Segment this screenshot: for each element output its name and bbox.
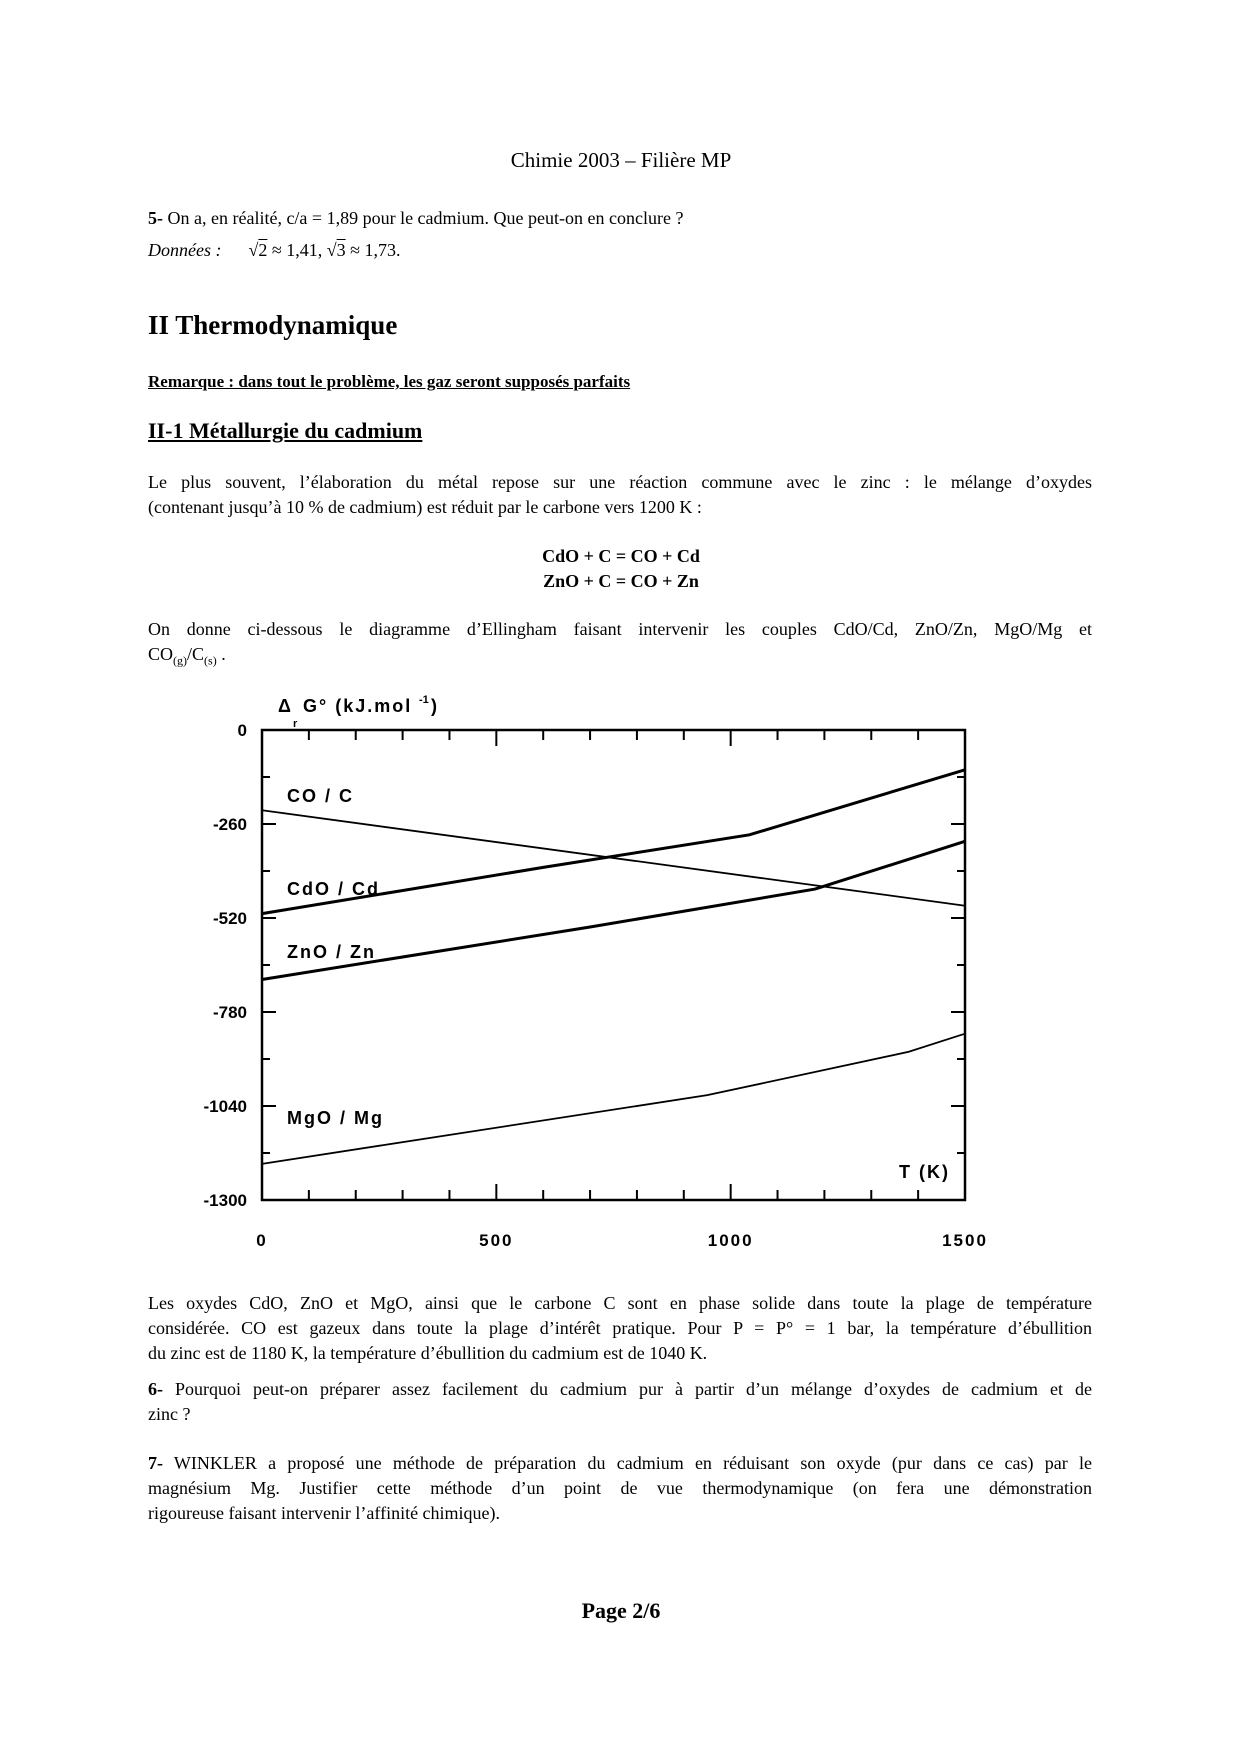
after-chart-line-1: Les oxydes CdO, ZnO et MgO, ainsi que le carbone C sont en phase solide dans toute la plage de température (148, 1293, 1092, 1313)
intro-line-2: (contenant jusqu’à 10 % de cadmium) est réduit par le carbone vers 1200 K : (148, 497, 702, 517)
q7-line-2: magnésium Mg. Justifier cette méthode d’un point de vue thermodynamique (on fera une démonstration (148, 1478, 1092, 1498)
series-label: ZnO / Zn (287, 942, 376, 962)
x-tick-label: 1000 (707, 1231, 754, 1250)
y-tick-label: -780 (212, 1003, 247, 1022)
x-tick-label: 500 (479, 1231, 514, 1250)
after-chart-paragraph (148, 1291, 1092, 1366)
page-header: Chimie 2003 – Filière MP (510, 148, 732, 172)
q6-line-1: 6- Pourquoi peut-on préparer assez facilement du cadmium pur à partir d’un mélange d’oxydes de cadmium et de (148, 1379, 1092, 1399)
y-axis-title-sub: r (293, 718, 298, 730)
y-tick-label: -1040 (203, 1097, 247, 1116)
y-axis-title-close: ) (431, 696, 437, 716)
page-number: Page 2/6 (581, 1598, 661, 1623)
x-tick-label: 1500 (942, 1231, 988, 1250)
y-tick-label: 0 (237, 721, 247, 740)
after-chart-line-3: du zinc est de 1180 K, la température d’ébullition du cadmium est de 1040 K. (148, 1343, 708, 1363)
question-6 (148, 1377, 1092, 1427)
remark: Remarque : dans tout le problème, les gaz seront supposés parfaits (148, 372, 631, 391)
q7-line-3: rigoureuse faisant intervenir l’affinité chimique). (148, 1503, 501, 1523)
section-title: II Thermodynamique (148, 310, 398, 340)
donnees-label: Données : (148, 240, 222, 260)
q6-line-2: zinc ? (148, 1404, 191, 1424)
question-number: 5- (148, 208, 163, 228)
y-tick-label: -260 (212, 815, 247, 834)
sqrt2: √2 (248, 240, 268, 260)
q7-line-1: 7- WINKLER a proposé une méthode de préparation du cadmium en réduisant son oxyde (pur dans ce cas) par le (148, 1453, 1092, 1473)
series-label: MgO / Mg (287, 1108, 384, 1128)
subsection-title: II-1 Métallurgie du cadmium (148, 418, 423, 443)
sqrt3: √3 (326, 240, 346, 260)
intro-line-1: Le plus souvent, l’élaboration du métal repose sur une réaction commune avec le zinc : le mélange d’oxydes (148, 472, 1092, 492)
diagram-intro-line-2: $CO_{(g)}/C_{(s)}$ . (148, 644, 226, 668)
y-axis-title-main: G° (kJ.mol (303, 696, 413, 716)
x-axis-title: T (K) (899, 1162, 950, 1182)
y-axis-title-exp: -1 (419, 694, 429, 706)
equation-2: ZnO + C = CO + Zn (543, 571, 699, 591)
sqrt3-value: ≈ 1,73. (350, 240, 401, 260)
y-axis-title: Δ (278, 696, 291, 716)
equation-1: CdO + C = CO + Cd (542, 546, 700, 566)
x-tick-label: 0 (256, 1231, 268, 1250)
y-tick-label: -1300 (203, 1191, 247, 1210)
sqrt2-value: ≈ 1,41, (271, 240, 323, 260)
series-line-mgo-mg (262, 1034, 965, 1164)
series-label: CdO / Cd (287, 879, 380, 899)
diagram-intro-line-1: On donne ci-dessous le diagramme d’Ellingham faisant intervenir les couples CdO/Cd, ZnO/Zn, MgO/Mg et (148, 619, 1092, 639)
after-chart-line-2: considérée. CO est gazeux dans toute la plage d’intérêt pratique. Pour P = P° = 1 bar, la température d’ébullition (148, 1318, 1092, 1338)
question-7 (148, 1451, 1092, 1526)
series-label: CO / C (287, 786, 355, 806)
question-text: On a, en réalité, c/a = 1,89 pour le cadmium. Que peut-on en conclure ? (167, 208, 684, 228)
y-tick-label: -520 (212, 909, 247, 928)
